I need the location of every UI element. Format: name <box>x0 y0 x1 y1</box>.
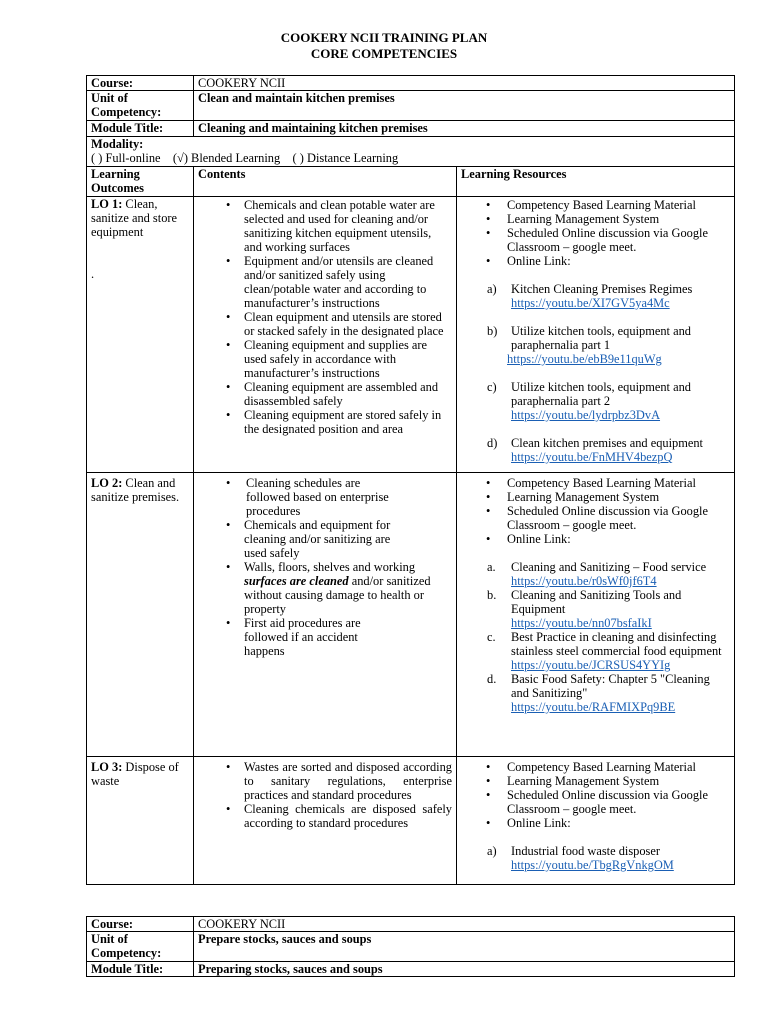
video-link[interactable]: https://youtu.be/TbgRgVnkgOM <box>511 858 674 872</box>
lo2-text: Clean and sanitize premises. <box>91 476 180 504</box>
lo1-resources <box>457 197 735 473</box>
list-item: • Online Link: <box>461 254 730 268</box>
lo2-contents <box>194 473 457 757</box>
link-title: Best Practice in cleaning and disinfecting stainless steel commercial food equipment <box>511 630 722 658</box>
list-item-text: and/or sanitized without causing damage to health or property <box>244 574 431 616</box>
modality-cell <box>87 137 735 167</box>
training-plan-table-1 <box>86 75 735 885</box>
col-header-outcomes: Learning Outcomes <box>87 167 194 197</box>
link-title: Industrial food waste disposer <box>511 844 661 858</box>
link-title: Cleaning and Sanitizing – Food service <box>511 560 707 574</box>
list-item: • Cleaning equipment are stored safely in the designated position and area <box>198 408 452 436</box>
video-link[interactable]: https://youtu.be/lydrpbz3DvA <box>511 408 661 422</box>
unit-label: Unit of Competency: <box>87 932 194 962</box>
col-header-contents: Contents <box>194 167 457 197</box>
lo3-contents <box>194 757 457 885</box>
link-marker: a) <box>487 282 497 296</box>
list-item: • Competency Based Learning Material <box>461 760 730 774</box>
document-title: COOKERY NCII TRAINING PLAN <box>280 30 488 45</box>
link-marker: b) <box>487 324 498 338</box>
list-item: • Cleaning equipment are assembled and disassembled safely <box>198 380 452 408</box>
list-item: • Competency Based Learning Material <box>461 198 730 212</box>
list-item: • Scheduled Online discussion via Google Classroom – google meet. <box>461 788 730 816</box>
list-item: • First aid procedures are followed if an accident happens <box>198 616 452 658</box>
modality-options: ( ) Full-online (√) Blended Learning ( ) Distance Learning <box>91 151 399 165</box>
list-item: • Online Link: <box>461 532 730 546</box>
lo3-outcome <box>87 757 194 885</box>
list-item <box>198 560 452 616</box>
module-value: Cleaning and maintaining kitchen premises <box>194 121 735 137</box>
module-value: Preparing stocks, sauces and soups <box>194 962 735 977</box>
lo1-dot: . <box>91 267 95 281</box>
training-plan-table-2 <box>86 916 735 977</box>
lo3-label: LO 3: <box>91 760 123 774</box>
list-item: • Scheduled Online discussion via Google Classroom – google meet. <box>461 504 730 532</box>
video-link[interactable]: https://youtu.be/RAFMIXPq9BE <box>511 700 676 714</box>
lo2-resources <box>457 473 735 757</box>
lo3-row <box>87 757 735 885</box>
link-marker: d. <box>487 672 497 686</box>
lo3-resources <box>457 757 735 885</box>
unit-value: Clean and maintain kitchen premises <box>194 91 735 121</box>
unit-label: Unit of Competency: <box>87 91 194 121</box>
link-title: Utilize kitchen tools, equipment and paraphernalia part 2 <box>511 380 691 408</box>
module-label: Module Title: <box>87 121 194 137</box>
lo1-row <box>87 197 735 473</box>
course-value: COOKERY NCII <box>194 917 735 932</box>
lo1-outcome <box>87 197 194 473</box>
video-link[interactable]: https://youtu.be/FnMHV4bezpQ <box>511 450 673 464</box>
list-item: • Wastes are sorted and disposed according to sanitary regulations, enterprise practices and standard procedures <box>198 760 452 802</box>
list-item: • Clean equipment and utensils are stored or stacked safely in the designated place <box>198 310 452 338</box>
list-item-emphasis: surfaces are cleaned <box>244 574 349 588</box>
unit-value: Prepare stocks, sauces and soups <box>194 932 735 962</box>
link-marker: d) <box>487 436 498 450</box>
list-item: • Online Link: <box>461 816 730 830</box>
video-link[interactable]: https://youtu.be/JCRSUS4YYIg <box>511 658 671 672</box>
lo3-text: Dispose of waste <box>91 760 179 788</box>
list-item: • Chemicals and clean potable water are selected and used for cleaning and/or sanitizing kitchen equipment utensils, and working surfaces <box>198 198 452 254</box>
list-item: • Learning Management System <box>461 212 730 226</box>
video-link[interactable]: https://youtu.be/nn07bsfaIkI <box>511 616 652 630</box>
lo1-text: Clean, sanitize and store equipment <box>91 197 178 239</box>
video-link[interactable]: https://youtu.be/r0sWf0jf6T4 <box>511 574 657 588</box>
course-label: Course: <box>87 917 194 932</box>
link-marker: a. <box>487 560 496 574</box>
module-label: Module Title: <box>87 962 194 977</box>
list-item: • Learning Management System <box>461 490 730 504</box>
link-marker: b. <box>487 588 497 602</box>
link-marker: c) <box>487 380 497 394</box>
list-item: • Cleaning schedules are followed based on enterprise procedures <box>198 476 452 518</box>
list-item: • Cleaning equipment and supplies are used safely in accordance with manufacturer’s instructions <box>198 338 452 380</box>
list-item: • Competency Based Learning Material <box>461 476 730 490</box>
list-item: • Cleaning chemicals are disposed safely according to standard procedures <box>198 802 452 830</box>
link-title: Cleaning and Sanitizing Tools and Equipment <box>511 588 682 616</box>
lo2-row <box>87 473 735 757</box>
list-item: • Learning Management System <box>461 774 730 788</box>
list-item: • Equipment and/or utensils are cleaned and/or sanitized safely using clean/potable water and according to manufacturer’s instructions <box>198 254 452 310</box>
list-item: • Chemicals and equipment for cleaning and/or sanitizing are used safely <box>198 518 452 560</box>
lo1-contents <box>194 197 457 473</box>
link-marker: a) <box>487 844 497 858</box>
list-item: • Scheduled Online discussion via Google Classroom – google meet. <box>461 226 730 254</box>
lo1-label: LO 1: <box>91 197 123 211</box>
link-title: Kitchen Cleaning Premises Regimes <box>511 282 693 296</box>
list-item-text: Walls, floors, shelves and working <box>244 560 416 574</box>
lo2-label: LO 2: <box>91 476 123 490</box>
video-link[interactable]: https://youtu.be/XI7GV5ya4Mc <box>511 296 670 310</box>
video-link[interactable]: https://youtu.be/ebB9e11quWg <box>507 352 662 366</box>
link-title: Basic Food Safety: Chapter 5 "Cleaning and Sanitizing" <box>511 672 710 700</box>
lo2-outcome <box>87 473 194 757</box>
course-label: Course: <box>87 76 194 91</box>
col-header-resources: Learning Resources <box>457 167 735 197</box>
link-title: Clean kitchen premises and equipment <box>511 436 704 450</box>
link-title: Utilize kitchen tools, equipment and paraphernalia part 1 <box>511 324 691 352</box>
course-value: COOKERY NCII <box>194 76 735 91</box>
modality-label: Modality: <box>91 137 144 151</box>
link-marker: c. <box>487 630 496 644</box>
document-subtitle: CORE COMPETENCIES <box>310 46 458 61</box>
